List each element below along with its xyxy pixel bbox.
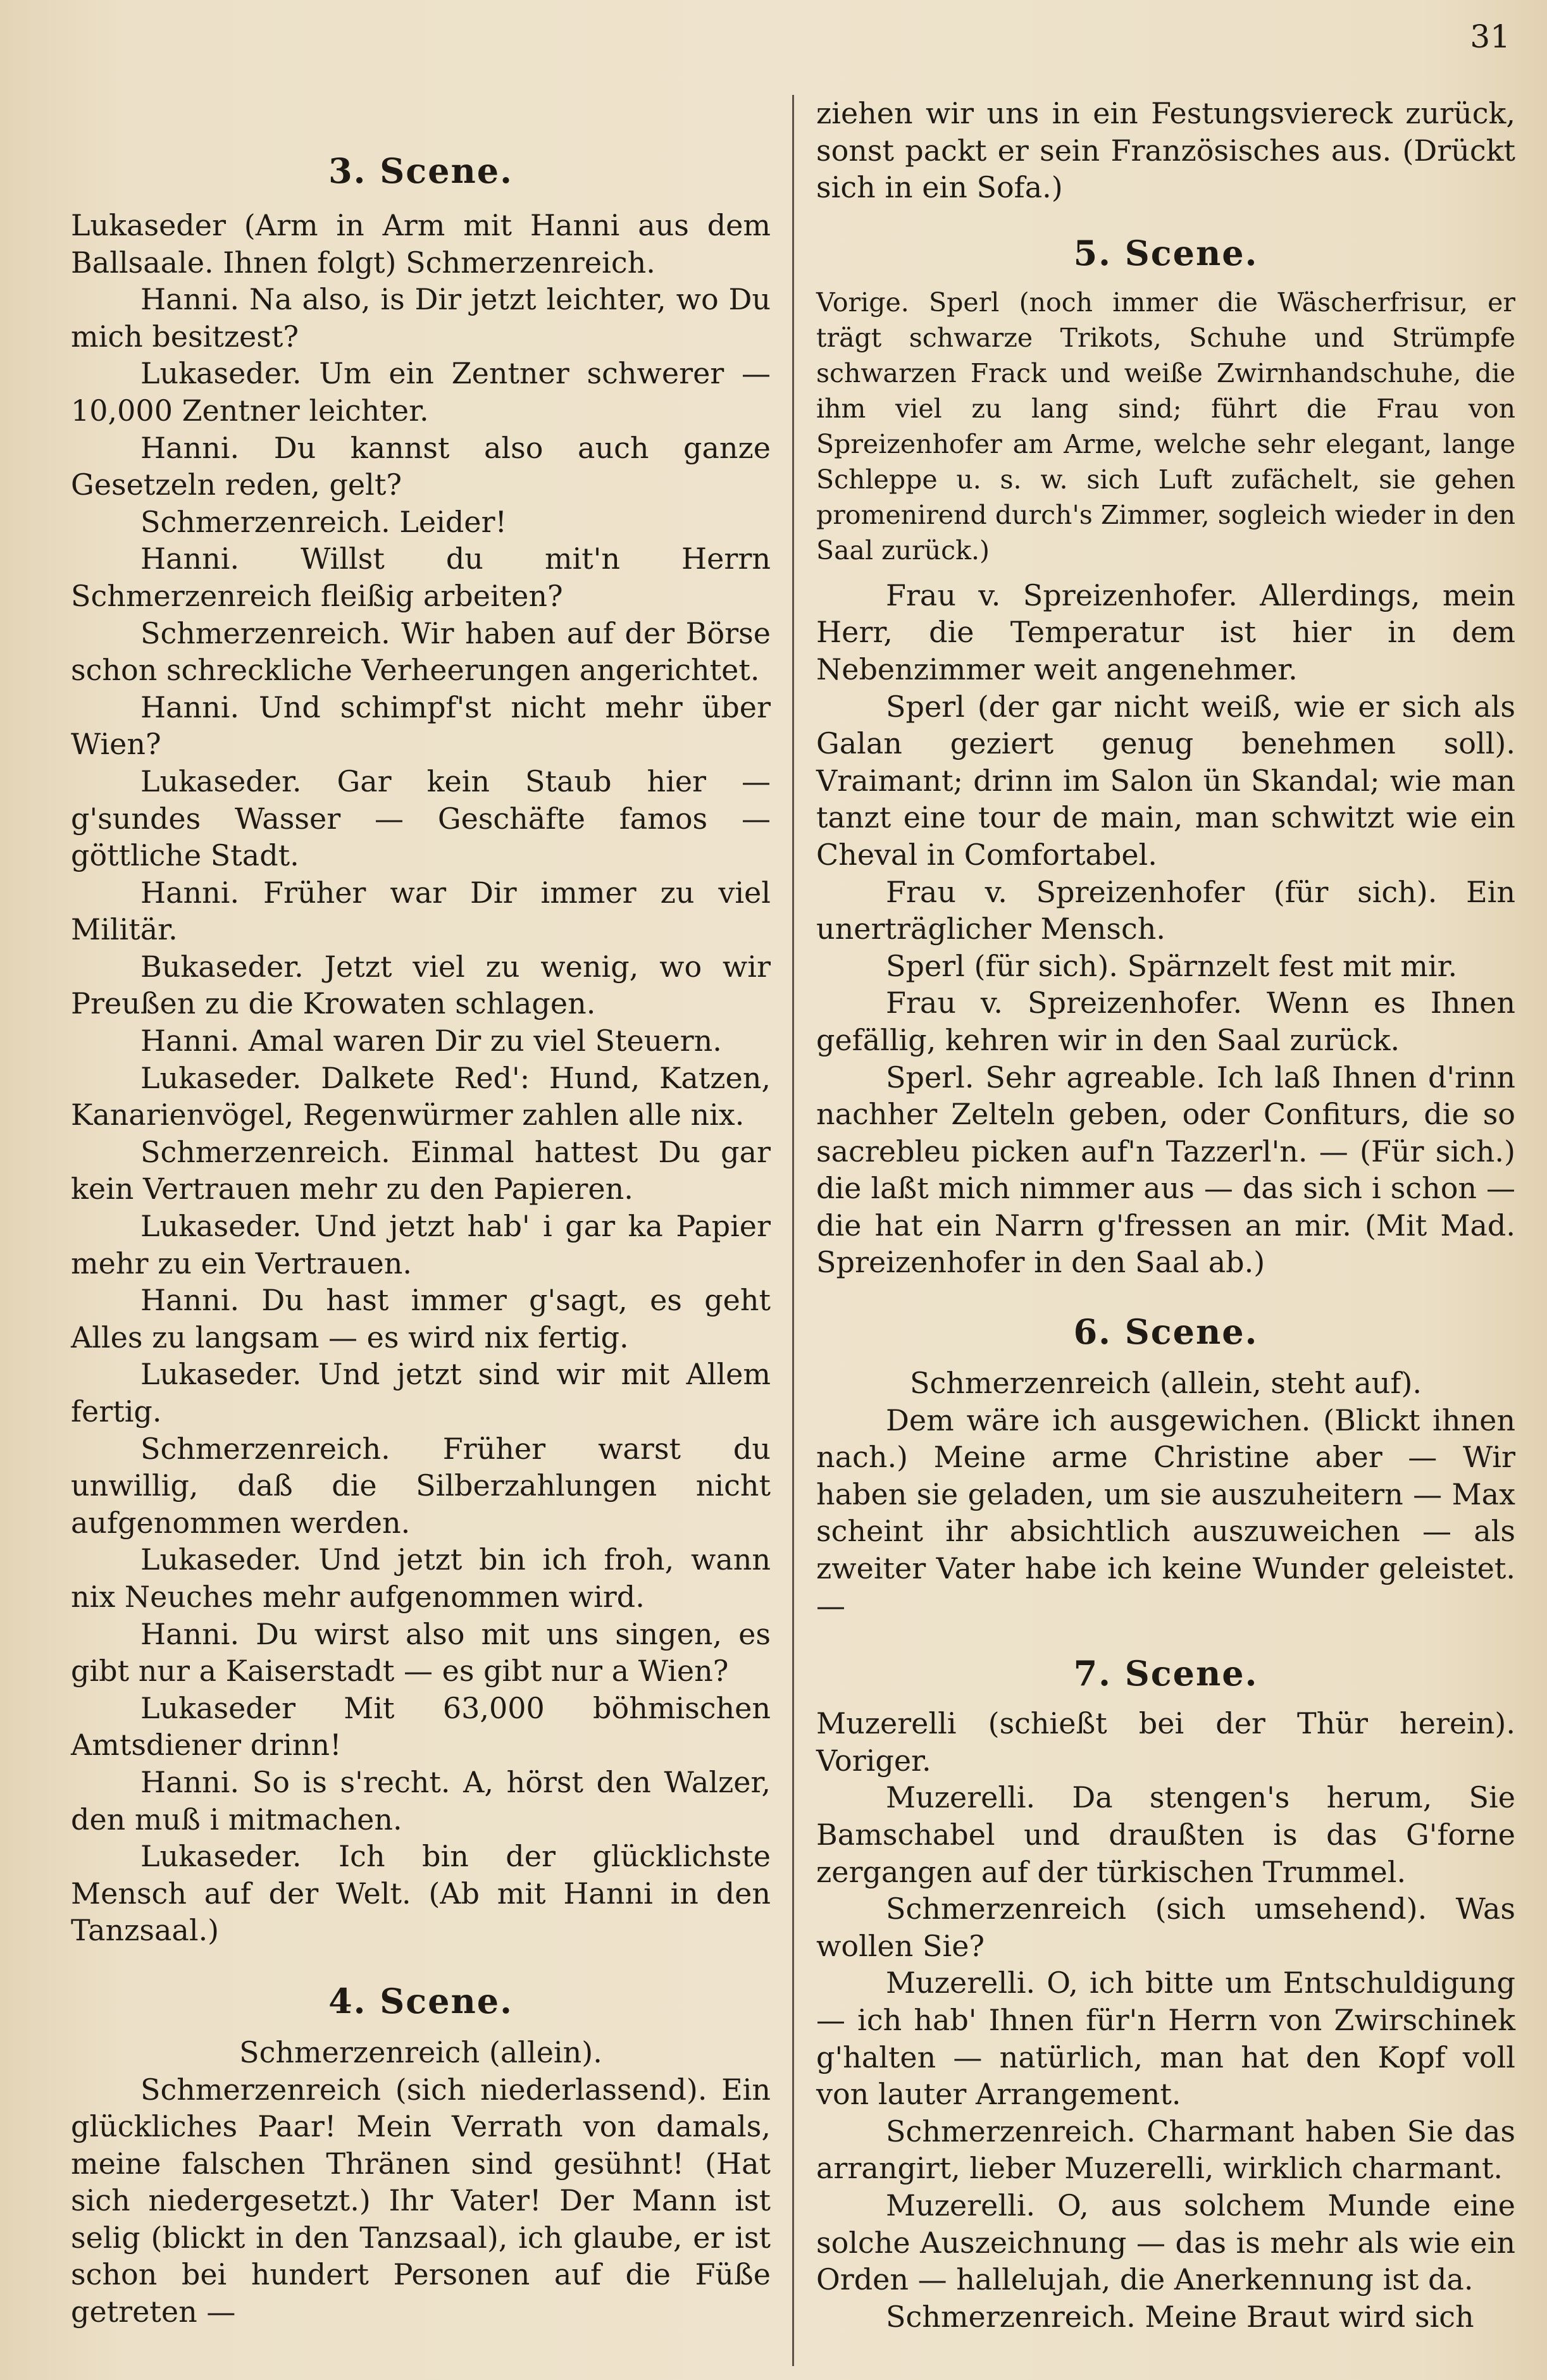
dialogue-line: Lukaseder. Gar kein Staub hier — g'sundes Wasser — Geschäfte famos — göttliche Stadt. [71, 764, 771, 873]
dialogue-line: Dem wäre ich ausgewichen. (Blickt ihnen nach.) Meine arme Christine aber — Wir haben sie geladen, um sie auszuheitern — Max scheint ihr absichtlich auszuweichen — als zweiter Vater habe ich keine Wunder geleistet. — [816, 1403, 1515, 1623]
dialogue-line: Lukaseder. Ich bin der glücklichste Mensch auf der Welt. (Ab mit Hanni in den Tanzsaal.) [71, 1839, 771, 1948]
left-column [71, 94, 771, 2331]
page-number: 31 [1470, 18, 1510, 55]
dialogue-line: Hanni. Du hast immer g'sagt, es geht Alles zu langsam — es wird nix fertig. [71, 1283, 771, 1354]
dialogue-line: Hanni. Früher war Dir immer zu viel Militär. [71, 875, 771, 947]
dialogue-line: Hanni. Und schimpf'st nicht mehr über Wien? [71, 690, 771, 762]
dialogue-line: Schmerzenreich (sich umsehend). Was wollen Sie? [816, 1892, 1515, 1963]
dialogue-line: Frau v. Spreizenhofer. Wenn es Ihnen gefällig, kehren wir in den Saal zurück. [816, 986, 1515, 1057]
scene-5-heading: 5. Scene. [1073, 232, 1258, 273]
dialogue-line: Lukaseder. Um ein Zentner schwerer — 10,000 Zentner leichter. [71, 356, 771, 428]
dialogue-line: Hanni. Du wirst also mit uns singen, es gibt nur a Kaiserstadt — es gibt nur a Wien? [71, 1616, 771, 1689]
dialogue-line: Schmerzenreich. Früher warst du unwillig, daß die Silberzahlungen nicht aufgenommen werden. [71, 1431, 771, 1540]
dialogue-line: Hanni. Willst du mit'n Herrn Schmerzenreich fleißig arbeiten? [71, 542, 771, 613]
scene-7-stage-direction: Muzerelli (schießt bei der Thür herein). Voriger. [816, 1706, 1515, 1778]
dialogue-line: Sperl (für sich). Spärnzelt fest mit mir. [886, 948, 1458, 983]
dialogue-line: Schmerzenreich. Wir haben auf der Börse schon schreckliche Verheerungen angerichtet. [71, 616, 771, 688]
dialogue-line: Lukaseder Mit 63,000 böhmischen Amtsdiener drinn! [71, 1690, 771, 1763]
continued-text: ziehen wir uns in ein Festungsviereck zurück, sonst packt er sein Französisches aus. (Drückt sich in ein Sofa.) [816, 96, 1515, 205]
dialogue-line: Schmerzenreich. Meine Braut wird sich [886, 2299, 1474, 2334]
scene-7-heading: 7. Scene. [1073, 1653, 1258, 1694]
scene-3-heading: 3. Scene. [328, 151, 513, 191]
dialogue-line: Muzerelli. O, ich bitte um Entschuldigung — ich hab' Ihnen für'n Herrn von Zwirschinek g'halten — natürlich, man hat den Kopf voll von lauter Arrangement. [816, 1966, 1515, 2112]
dialogue-line: Lukaseder. Dalkete Red': Hund, Katzen, Kanarienvögel, Regenwürmer zahlen alle nix. [71, 1060, 771, 1132]
dialogue-line: Muzerelli. Da stengen's herum, Sie Bamschabel und draußten is das G'forne zergangen auf der türkischen Trummel. [816, 1780, 1515, 1889]
dialogue-line: Muzerelli. O, aus solchem Munde eine solche Auszeichnung — das is mehr als wie ein Orden — hallelujah, die Anerkennung ist da. [816, 2188, 1515, 2297]
dialogue-line: Hanni. So is s'recht. A, hörst den Walzer, den muß i mitmachen. [71, 1764, 771, 1837]
dialogue-line: Hanni. Amal waren Dir zu viel Steuern. [140, 1024, 722, 1058]
dialogue-line: Hanni. Du kannst also auch ganze Gesetzeln reden, gelt? [71, 430, 771, 502]
column-divider [792, 95, 794, 2366]
scene-3-stage-direction: Lukaseder (Arm in Arm mit Hanni aus dem Ballsaale. Ihnen folgt) Schmerzenreich. [71, 208, 771, 280]
dialogue-line: Frau v. Spreizenhofer. Allerdings, mein Herr, die Temperatur ist hier in dem Nebenzimmer weit angenehmer. [816, 578, 1515, 686]
dialogue-line: Frau v. Spreizenhofer (für sich). Ein unerträglicher Mensch. [816, 874, 1515, 946]
dialogue-line: Schmerzenreich. Leider! [140, 504, 507, 539]
scene-5-stage-direction: Vorige. Sperl (noch immer die Wäscherfrisur, er trägt schwarze Trikots, Schuhe und Strümpfe schwarzen Frack und weiße Zwirnhandschuhe, die ihm viel zu lang sind; führt die Frau von Spreizenhofer am Arme, welche sehr elegant, lange Schleppe u. s. w. sich Luft zufächelt, sie gehen promenirend durch's Zimmer, sogleich wieder in den Saal zurück.) [816, 287, 1515, 566]
dialogue-line: Lukaseder. Und jetzt sind wir mit Allem fertig. [71, 1357, 771, 1429]
dialogue-line: Schmerzenreich. Charmant haben Sie das arrangirt, lieber Muzerelli, wirklich charmant. [816, 2114, 1515, 2186]
right-column [816, 95, 1515, 2335]
dialogue-line: Sperl. Sehr agreable. Ich laß Ihnen d'rinn nachher Zelteln geben, oder Confiturs, die so sacrebleu picken auf'n Tazzerl'n. — (Für sich.) die laßt mich nimmer aus — das sich i schon — die hat ein Narrn g'fressen an mir. (Mit Mad. Spreizenhofer in den Saal ab.) [816, 1060, 1515, 1280]
scene-4-heading: 4. Scene. [328, 1980, 513, 2021]
dialogue-line: Lukaseder. Und jetzt hab' i gar ka Papier mehr zu ein Vertrauen. [71, 1209, 771, 1280]
dialogue-line: Sperl (der gar nicht weiß, wie er sich als Galan geziert genug benehmen soll). Vraimant; drinn im Salon ün Skandal; wie man tanzt eine tour de main, man schwitzt wie ein Cheval in Comfortabel. [816, 689, 1515, 872]
scene-6-stage-direction: Schmerzenreich (allein, steht auf). [909, 1366, 1422, 1401]
dialogue-line: Lukaseder. Und jetzt bin ich froh, wann nix Neuches mehr aufgenommen wird. [71, 1542, 771, 1614]
scene-6-heading: 6. Scene. [1073, 1311, 1258, 1353]
dialogue-line: Bukaseder. Jetzt viel zu wenig, wo wir Preußen zu die Krowaten schlagen. [71, 949, 771, 1021]
dialogue-line: Hanni. Na also, is Dir jetzt leichter, wo Du mich besitzest? [71, 282, 771, 354]
dialogue-line: Schmerzenreich. Einmal hattest Du gar kein Vertrauen mehr zu den Papieren. [71, 1134, 771, 1206]
dialogue-line: Schmerzenreich (sich niederlassend). Ein glückliches Paar! Mein Verrath von damals, meine falschen Thränen sind gesühnt! (Hat sich niedergesetzt.) Ihr Vater! Der Mann ist selig (blickt in den Tanzsaal), ich glaube, er ist schon bei hundert Personen auf die Füße getreten — [71, 2072, 771, 2329]
scene-4-stage-direction: Schmerzenreich (allein). [239, 2035, 602, 2069]
